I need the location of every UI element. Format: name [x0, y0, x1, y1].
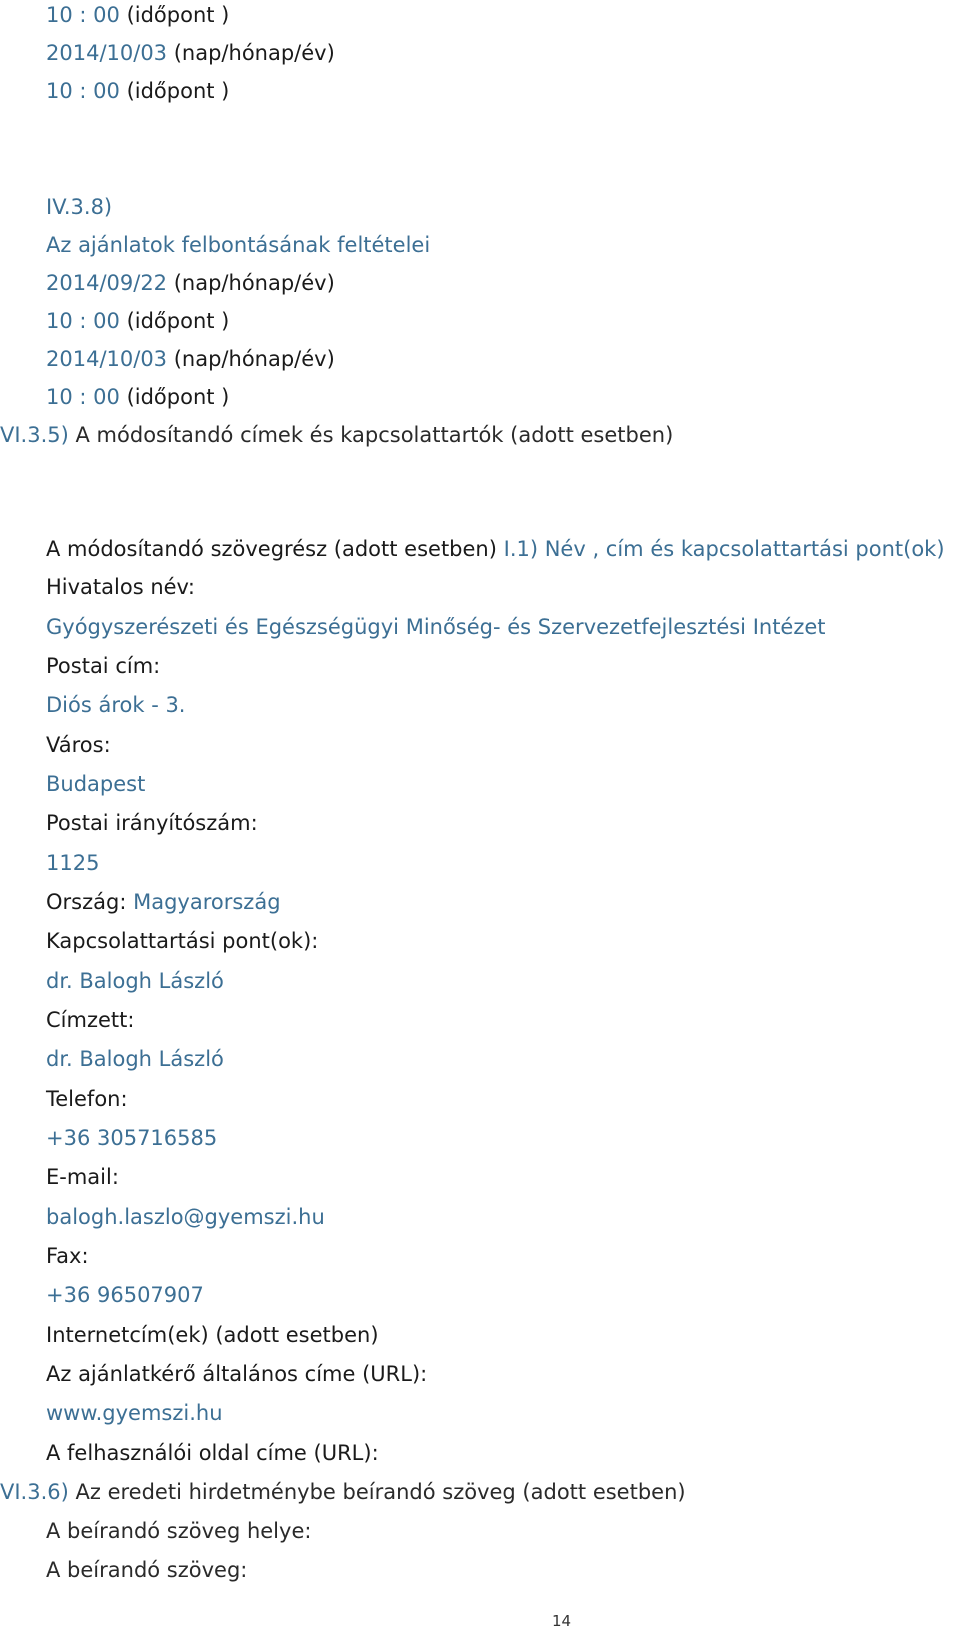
- country-value: Magyarország: [133, 890, 281, 914]
- email-label: E-mail:: [46, 1165, 119, 1189]
- date-label: (nap/hónap/év): [173, 347, 335, 371]
- phone-value: +36 305716585: [46, 1126, 218, 1150]
- internet-addresses-label: Internetcím(ek) (adott esetben): [46, 1323, 379, 1347]
- official-name-value: Gyógyszerészeti és Egészségügyi Minőség- és Szervezetfejlesztési Intézet: [46, 615, 826, 639]
- country-label: Ország:: [46, 890, 127, 914]
- official-name-label: Hivatalos név:: [46, 575, 195, 599]
- modified-part-value: I.1) Név , cím és kapcsolattartási pont(ok): [503, 537, 945, 561]
- date-line-3: [46, 346, 335, 372]
- section-code: VI.3.6): [0, 1480, 69, 1504]
- postal-address-value: Diós árok - 3.: [46, 693, 186, 717]
- time-value: 10 : 00: [46, 309, 120, 333]
- recipient-value: dr. Balogh László: [46, 1047, 224, 1071]
- time-label: (időpont ): [126, 79, 230, 103]
- fax-value: +36 96507907: [46, 1283, 204, 1307]
- time-value: 10 : 00: [46, 385, 120, 409]
- section-heading-vi35: [0, 422, 673, 448]
- date-value: 2014/10/03: [46, 347, 168, 371]
- date-label: (nap/hónap/év): [173, 271, 335, 295]
- recipient-label: Címzett:: [46, 1008, 135, 1032]
- text-place-label: A beírandó szöveg helye:: [46, 1519, 312, 1543]
- date-label: (nap/hónap/év): [173, 41, 335, 65]
- time-line-1: [46, 2, 229, 28]
- section-heading-vi36: [0, 1479, 686, 1505]
- postal-address-label: Postai cím:: [46, 654, 161, 678]
- zip-label: Postai irányítószám:: [46, 811, 258, 835]
- section-title: Az eredeti hirdetménybe beírandó szöveg (adott esetben): [75, 1480, 686, 1504]
- time-value: 10 : 00: [46, 3, 120, 27]
- modified-part-label: A módosítandó szövegrész (adott esetben): [46, 537, 497, 561]
- country-line: [46, 889, 281, 915]
- section-title-iv38: Az ajánlatok felbontásának feltételei: [46, 233, 431, 257]
- modified-part-line: [46, 536, 945, 562]
- zip-value: 1125: [46, 851, 100, 875]
- date-value: 2014/09/22: [46, 271, 168, 295]
- text-label: A beírandó szöveg:: [46, 1558, 248, 1582]
- time-line-3: [46, 308, 229, 334]
- section-code-iv38: IV.3.8): [46, 195, 113, 219]
- phone-label: Telefon:: [46, 1087, 128, 1111]
- city-value: Budapest: [46, 772, 146, 796]
- date-value: 2014/10/03: [46, 41, 168, 65]
- section-code: VI.3.5): [0, 423, 69, 447]
- date-line-2: [46, 270, 335, 296]
- time-value: 10 : 00: [46, 79, 120, 103]
- time-label: (időpont ): [126, 309, 230, 333]
- time-line-2: [46, 78, 229, 104]
- section-title: A módosítandó címek és kapcsolattartók (adott esetben): [75, 423, 674, 447]
- page-number: 14: [552, 1612, 572, 1630]
- time-line-4: [46, 384, 229, 410]
- time-label: (időpont ): [126, 3, 230, 27]
- email-value: balogh.laszlo@gyemszi.hu: [46, 1205, 325, 1229]
- general-url-label: Az ajánlatkérő általános címe (URL):: [46, 1362, 428, 1386]
- time-label: (időpont ): [126, 385, 230, 409]
- date-line-1: [46, 40, 335, 66]
- contact-point-label: Kapcsolattartási pont(ok):: [46, 929, 319, 953]
- fax-label: Fax:: [46, 1244, 89, 1268]
- general-url-value: www.gyemszi.hu: [46, 1401, 223, 1425]
- user-page-url-label: A felhasználói oldal címe (URL):: [46, 1441, 379, 1465]
- city-label: Város:: [46, 733, 111, 757]
- contact-point-value: dr. Balogh László: [46, 969, 224, 993]
